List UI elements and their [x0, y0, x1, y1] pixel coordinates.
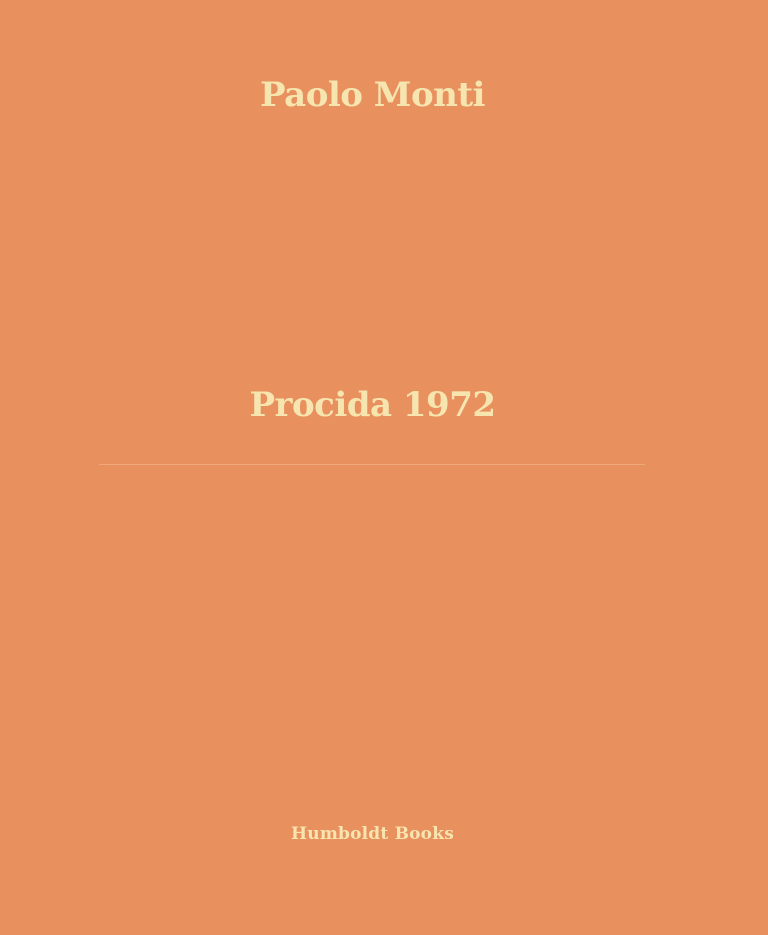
- book-title: Procida 1972: [249, 385, 496, 425]
- publisher-name: Humboldt Books: [291, 824, 454, 844]
- title-divider-line: [99, 464, 645, 465]
- author-name: Paolo Monti: [260, 75, 485, 115]
